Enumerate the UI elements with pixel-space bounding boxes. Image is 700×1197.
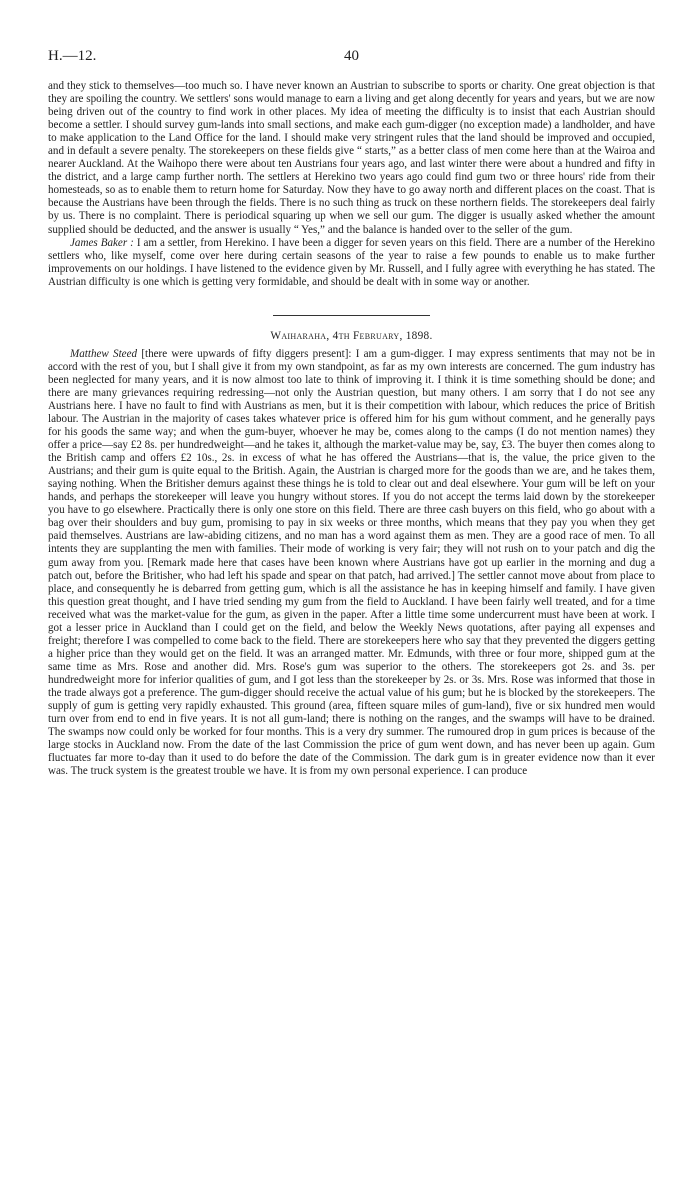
section-divider	[273, 315, 430, 316]
page-header	[48, 48, 655, 74]
paragraph-text: I am a settler, from Herekino. I have been a digger for seven years on this field. There are a number of the Herekino settlers who, like myself, come over here during certain seasons of the year to raise a few pounds to enable us to make further improvements on our holdings. I have listened to the evidence given by Mr. Russell, and I fully agree with everything he has stated. The Austrian difficulty is one which is getting very formidable, and should be dealt with in some way or another.	[48, 236, 655, 288]
speaker-name: Matthew Steed	[70, 347, 138, 360]
page-number: 40	[344, 48, 359, 64]
heading-place: Waiharaha,	[270, 329, 330, 342]
section-heading	[48, 330, 655, 342]
paragraph-text: and they stick to themselves—too much so. I have never known an Austrian to subscribe to sports or charity. One great objection is that they are spoiling the country. We settlers' sons would manage to earn a living and get along decently for years and years, but we are now being driven out of the country to find work in other places. My idea of meeting the difficulty is to insist that each Austrian should become a settler. I should survey gum-lands into small sections, and make each gum-digger (no exception made) a landholder, and have to make application to the Land Office for the land. I should make very stringent rules that the land should be improved and occupied, and in default a severe penalty. The storekeepers on these fields give “ starts,” as a better class of men come here than at the Wairoa and nearer Auckland. At the Waihopo there were about ten Austrians four years ago, and last winter there were about a hundred and fifty in the district, and a large camp further north. The settlers at Herekino two years ago could find gum two or three hours' ride from their homesteads, so as to enable them to return home for Saturday. Now they have to go away north and different places on the coast. That is because the Austrians have been through the fields. There is no such thing as truck on these northern fields. The storekeepers deal fairly by us. There is no complaint. There is periodical squaring up when we sell our gum. The digger is usually asked whether the amount supplied should be deducted, and the answer is usually “ Yes,” and the balance is handed over to the seller of the gum.	[48, 80, 655, 236]
speaker-name: James Baker :	[70, 236, 134, 249]
paragraph-matthew-steed	[48, 348, 655, 779]
document-reference: H.—12.	[48, 48, 97, 64]
paragraph-text: [there were upwards of fifty diggers present]: I am a gum-digger. I may express sentiments that may not be in accord with the rest of you, but I shall give it from my own standpoint, as far as my own interests are concerned. The gum industry has been neglected for many years, and it is now almost too late to think of improving it. I think it is time something should be done; and there are many grievances requiring redressing—not only the Austrian question, but many others. I am sorry that I do not see any Austrians here. I have no fault to find with Austrians as men, but it is their competition with labour, which reduces the price of British labour. The Austrian in the majority of cases takes whatever price is offered him for his gum without comment, and he generally pays for his goods the same way; and when the gum-buyer, whoever he may be, comes along to the camps (I do not mention names) they offer a price—say £2 8s. per hundredweight—and he takes it, although the market-value may be, say, £3. The buyer then comes along to the British camp and offers £2 10s., 2s. in excess of what he has offered the Austrians—that is, the value, the price given to the Austrians; and their gum is quite equal to the British. Again, the Austrian is charged more for the goods than we are, and he takes them, saying nothing. When the Britisher demurs against these things he is told to clear out and deal elsewhere. Your gum will be left on your hands, and perhaps the storekeeper will leave you hungry without stores. If you do not accept the terms laid down by the storekeeper you have to go elsewhere. Practically there is only one store on this field. There are three cash buyers on this field, who go about with a bag over their shoulders and buy gum, promising to pay in six weeks or three months, which means that they pay you when they get paid themselves. Austrians are law-abiding citizens, and no man has a word against them as men. They are a good race of men. To all intents they are supplanting the men with families. Their mode of working is very fair; they will not rush on to your patch and dig the gum away from you. [Remark made here that cases have been known where Austrians have got up earlier in the morning and dug a patch out, before the Britisher, who had left his spade and spear on that patch, had arrived.] The settler cannot move about from place to place, and consequently he is debarred from getting gum, which is all the assistance he has in keeping himself and family. I have given this question great thought, and I have tried sending my gum from the field to Auckland. I have been fairly well treated, and for a time received what was the market-value for the gum, as given in the paper. After a little time some undercurrent must have been at work. I got a lesser price in Auckland than I could get on the field, and below the Weekly News quotations, after paying all expenses and freight; therefore I was compelled to come back to the field. There are storekeepers here who say that they prevented the diggers getting a higher price than they would get on the field. It was an arranged matter. Mr. Edmunds, with three or four more, shipped gum at the same time as Mrs. Rose and another did. Mrs. Rose's gum was superior to the others. The storekeepers got 2s. and 3s. per hundredweight more for inferior qualities of gum, and I got less than the storekeeper by 2s. or 3s. Mrs. Rose was informed that those in the trade always got a preference. The gum-digger should receive the actual value of his gum; but he is blocked by the storekeepers. The supply of gum is getting very rapidly exhausted. This ground (area, fifteen square miles of gum-land), five or six hundred men would turn over from end to end in five years. It is not all gum-land; there is nothing on the ranges, and the swamps will have to be drained. The swamps now could only be worked for four months. This is a very dry summer. The rumoured drop in gum prices is because of the large stocks in Auckland now. From the date of the last Commission the price of gum went down, and has never been up again. Gum fluctuates far more to-day than it used to do before the date of the Commission. The dark gum is in greater evidence now than it ever was. The truck system is the greatest trouble we have. It is from my own personal experience. I can produce	[48, 347, 655, 778]
paragraph-continued	[48, 80, 655, 237]
paragraph-james-baker	[48, 237, 655, 289]
heading-date: 4th February, 1898.	[332, 329, 433, 342]
